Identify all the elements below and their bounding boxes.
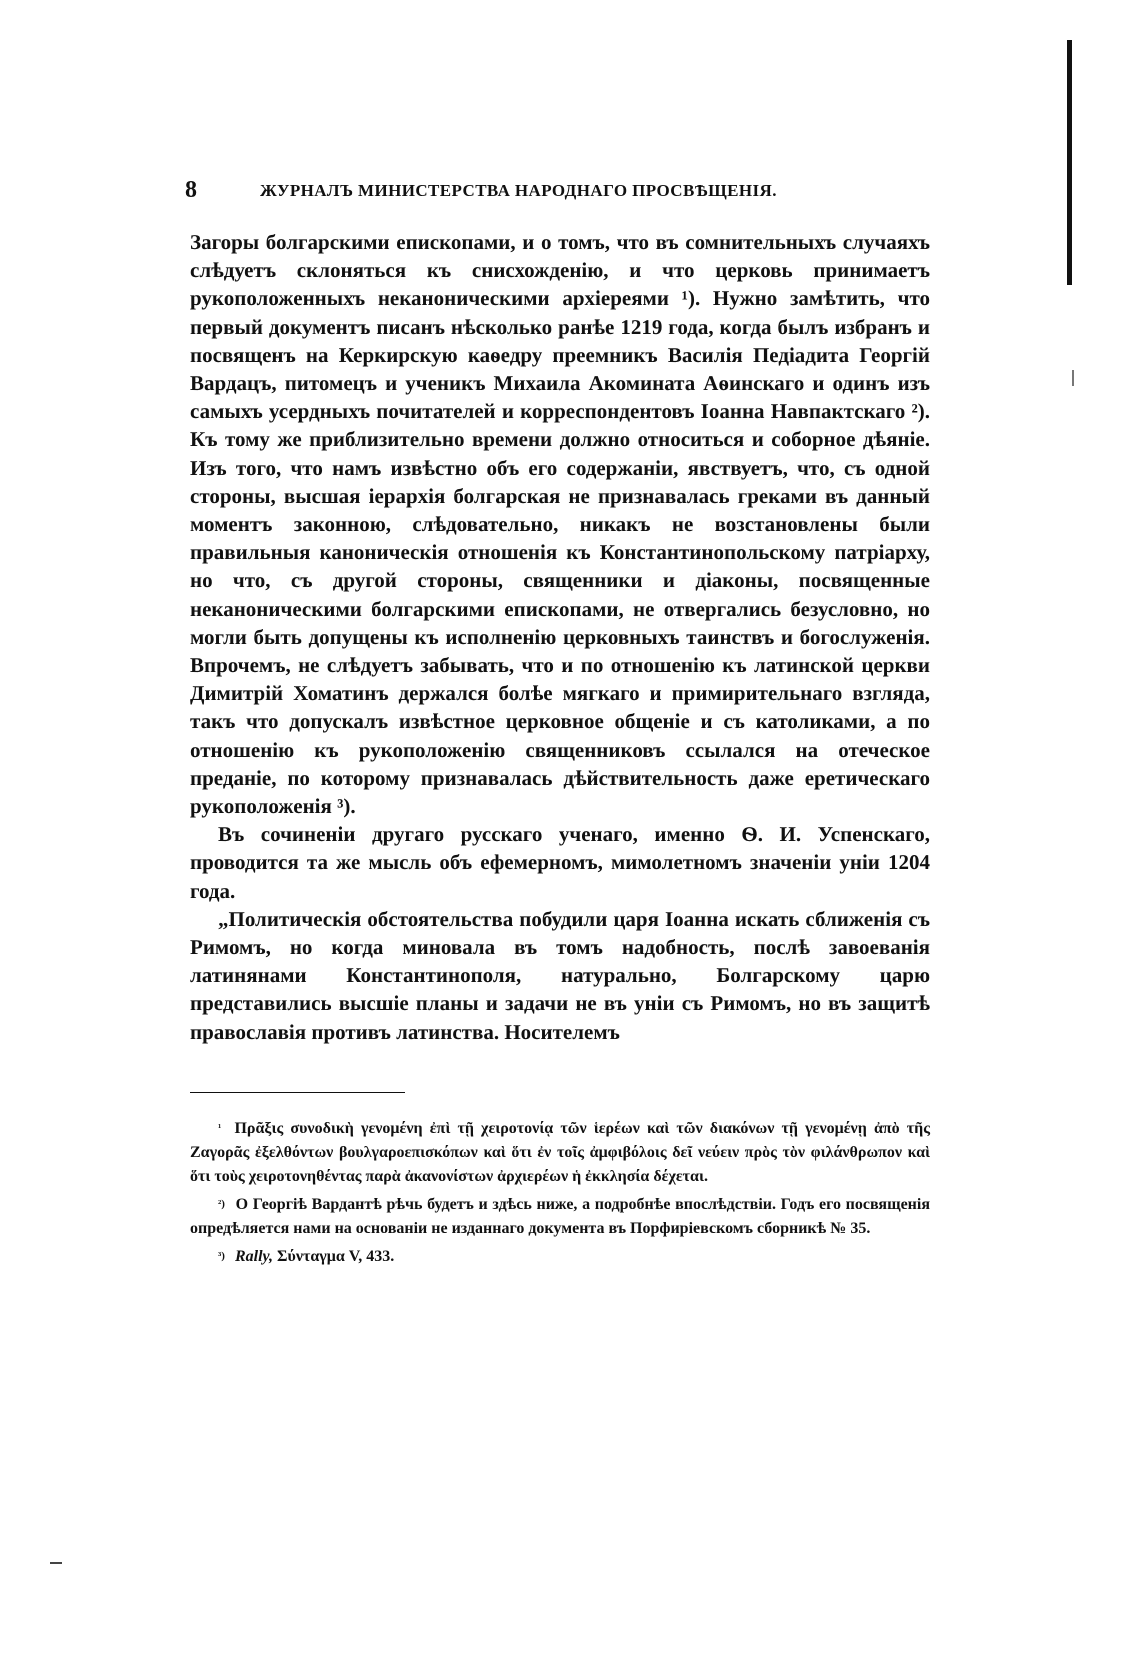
scan-corner-mark xyxy=(50,1562,62,1564)
page-edge-mark xyxy=(1067,40,1072,285)
footnote-2 xyxy=(190,1193,930,1241)
page-number: 8 xyxy=(185,177,197,203)
footnote-1-text: Πρᾶξις συνοδικὴ γενομένη ἐπὶ τῇ χειροτονίᾳ τῶν ἱερέων καὶ τῶν διακόνων τῇ γενομένῃ ἀπὸ τῆς Ζαγορᾶς ἐξελθόντων βουλγαροεπισκόπων καὶ ὅτι ἐν τοῖς ἀμφιβόλοις δεῖ νεύειν πρὸς τὸν φιλάνθρωπον καὶ ὅτι τοὺς χειροτονηθέντας παρὰ ἀκανονίστων ἀρχιερέων ἡ ἐκκλησία δέχεται. xyxy=(190,1119,930,1185)
footnote-3 xyxy=(190,1245,930,1269)
footnote-3-author: Rally, xyxy=(234,1247,274,1265)
running-title: ЖУРНАЛЪ МИНИСТЕРСТВА НАРОДНАГО ПРОСВѢЩЕНІЯ. xyxy=(260,181,777,200)
body-text xyxy=(190,228,930,1046)
footnote-2-text: О Георгіѣ Вардантѣ рѣчь будетъ и здѣсь ниже, а подробнѣе впослѣдствіи. Годъ его посвященія опредѣляется нами на основаніи не изданнаго документа въ Порфиріевскомъ сборникѣ № 35. xyxy=(190,1195,931,1237)
footnote-2-mark: ²) xyxy=(218,1197,225,1210)
footnote-divider xyxy=(190,1092,405,1093)
paragraph-1: Загоры болгарскими епископами, и о томъ, что въ сомнительныхъ случаяхъ слѣдуетъ склоняться къ снисхожденію, и что церковь принимаетъ рукоположенныхъ неканоническими архіереями ¹). Нужно замѣтить, что первый документъ писанъ нѣсколько ранѣе 1219 года, когда былъ избранъ и посвященъ на Керкирскую каѳедру преемникъ Василія Педіадита Георгій Вардацъ, питомецъ и ученикъ Михаила Акомината Аѳинскаго и одинъ изъ самыхъ усердныхъ почитателей и корреспондентовъ Іоанна Навпактскаго ²). Къ тому же приблизительно времени должно относиться и соборное дѣяніе. Изъ того, что намъ извѣстно объ его содержаніи, явствуетъ, что, съ одной стороны, высшая іерархія болгарская не признавалась греками въ данный моментъ законною, слѣдовательно, никакъ не возстановлены были правильныя каноническія отношенія къ Константинопольскому патріарху, но что, съ другой стороны, священники и діаконы, посвященные неканоническими болгарскими епископами, не отвергались безусловно, но могли быть допущены къ исполненію церковныхъ таинствъ и богослуженія. Впрочемъ, не слѣдуетъ забывать, что и по отношенію къ латинской церкви Димитрій Хоматинъ держался болѣе мягкаго и примирительнаго взгляда, такъ что допускалъ извѣстное церковное общеніе и съ католиками, а по отношенію къ рукоположенію священниковъ ссылался на отеческое преданіе, по которому признавалась дѣйствительность даже еретическаго рукоположенія ³). xyxy=(190,230,930,819)
page-header xyxy=(185,177,930,205)
footnote-1-mark: ¹ xyxy=(218,1121,222,1134)
paragraph-3: „Политическія обстоятельства побудили царя Іоанна искать сближенія съ Римомъ, но когда миновала въ томъ надобность, послѣ завоеванія латинянами Константинополя, натурально, Болгарскому царю представились высшіе планы и задачи не въ уніи съ Римомъ, но въ защитѣ православія противъ латинства. Носителемъ xyxy=(190,906,930,1044)
paragraph-2: Въ сочиненіи другаго русскаго ученаго, именно Ѳ. И. Успенскаго, проводится та же мысль объ ефемерномъ, мимолетномъ значеніи уніи 1204 года. xyxy=(190,822,930,903)
footnote-3-mark: ³) xyxy=(218,1249,225,1262)
page-edge-tick xyxy=(1072,370,1074,386)
footnote-1 xyxy=(190,1117,930,1189)
footnote-3-text: Σύνταγμα V, 433. xyxy=(277,1247,395,1265)
document-page xyxy=(185,177,931,1273)
footnotes xyxy=(190,1117,930,1269)
